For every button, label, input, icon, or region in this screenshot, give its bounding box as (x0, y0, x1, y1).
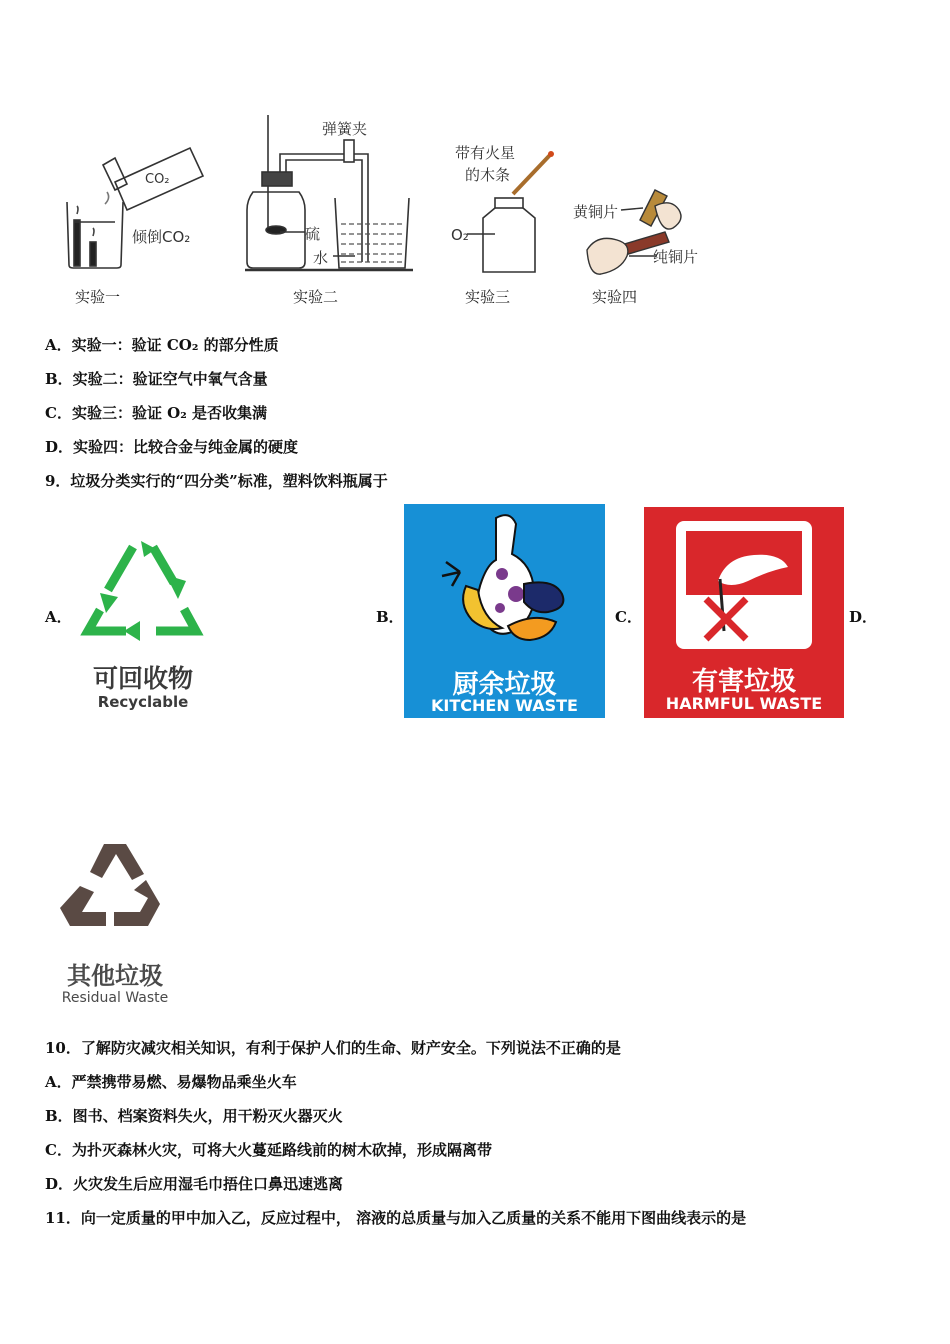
q9-option-d-letter: D． (849, 608, 878, 626)
q9-option-b-letter: B． (376, 608, 404, 626)
burning-stick-label: 带有火星 (455, 144, 516, 162)
caption-experiment-two: 实验二 (293, 288, 339, 306)
experiment-drawings (55, 110, 725, 310)
pure-copper-label: 纯铜片 (653, 248, 699, 266)
q10-option-a: A．严禁携带易燃、易爆物品乘坐火车 (45, 1073, 297, 1091)
recyclable-cn-label: 可回收物 (92, 664, 193, 693)
pour-co2-label: 倾倒CO₂ (132, 228, 191, 246)
q8-option-a: A．实验一：验证 CO₂ 的部分性质 (45, 336, 279, 354)
residual-waste-sign (52, 840, 178, 1010)
q10-option-d: D．火灾发生后应用湿毛巾捂住口鼻迅速逃离 (45, 1175, 344, 1193)
brass-label: 黄铜片 (573, 203, 619, 221)
residual-waste-en-label: Residual Waste (61, 990, 169, 1006)
residual-recycle-icon (52, 840, 178, 940)
harmful-waste-en-label: HARMFUL WASTE (665, 694, 823, 713)
q10-option-c: C．为扑灭森林火灾，可将大火蔓延路线前的树木砍掉，形成隔离带 (45, 1141, 492, 1159)
food-waste-icon (404, 504, 605, 654)
harmful-waste-sign (644, 507, 844, 718)
kitchen-waste-en-label: KITCHEN WASTE (431, 696, 578, 715)
q8-option-c: C．实验三：验证 O₂ 是否收集满 (45, 404, 268, 422)
co2-bottle-label: CO₂ (145, 172, 170, 187)
harmful-icon-panel (676, 521, 812, 649)
recyclable-sign (78, 535, 208, 715)
caption-experiment-three: 实验三 (465, 288, 511, 306)
harmful-waste-cn-label: 有害垃圾 (691, 667, 796, 697)
experiment-one-drawing (67, 148, 203, 268)
q11-stem: 11．向一定质量的甲中加入乙，反应过程中， 溶液的总质量与加入乙质量的关系不能用下图曲线表示的是 (45, 1209, 747, 1227)
q10-option-b: B．图书、档案资料失火，用干粉灭火器灭火 (45, 1107, 343, 1125)
sulfur-label: 硫 (305, 225, 321, 243)
kitchen-waste-cn-label: 厨余垃圾 (452, 670, 557, 700)
caption-experiment-one: 实验一 (75, 288, 121, 306)
spring-clip-label: 弹簧夹 (322, 120, 368, 138)
kitchen-waste-sign (404, 504, 605, 718)
q10-stem: 10．了解防灾减灾相关知识，有利于保护人们的生命、财产安全。下列说法不正确的是 (45, 1039, 621, 1057)
caption-experiment-four: 实验四 (592, 288, 638, 306)
q9-option-a-letter: A． (45, 608, 72, 626)
harmful-battery-icon (676, 521, 812, 649)
q9-option-c-letter: C． (615, 608, 642, 626)
water-label: 水 (313, 249, 329, 267)
residual-waste-cn-label: 其他垃圾 (67, 962, 163, 990)
q8-option-d: D．实验四：比较合金与纯金属的硬度 (45, 438, 299, 456)
recyclable-en-label: Recyclable (97, 693, 189, 711)
recycle-icon (78, 535, 208, 650)
burning-stick-label-2: 的木条 (465, 166, 511, 184)
q8-option-b: B．实验二：验证空气中氧气含量 (45, 370, 268, 388)
q9-stem: 9．垃圾分类实行的“四分类”标准，塑料饮料瓶属于 (45, 472, 388, 490)
experiment-figure (55, 110, 725, 310)
o2-label: O₂ (451, 226, 469, 244)
